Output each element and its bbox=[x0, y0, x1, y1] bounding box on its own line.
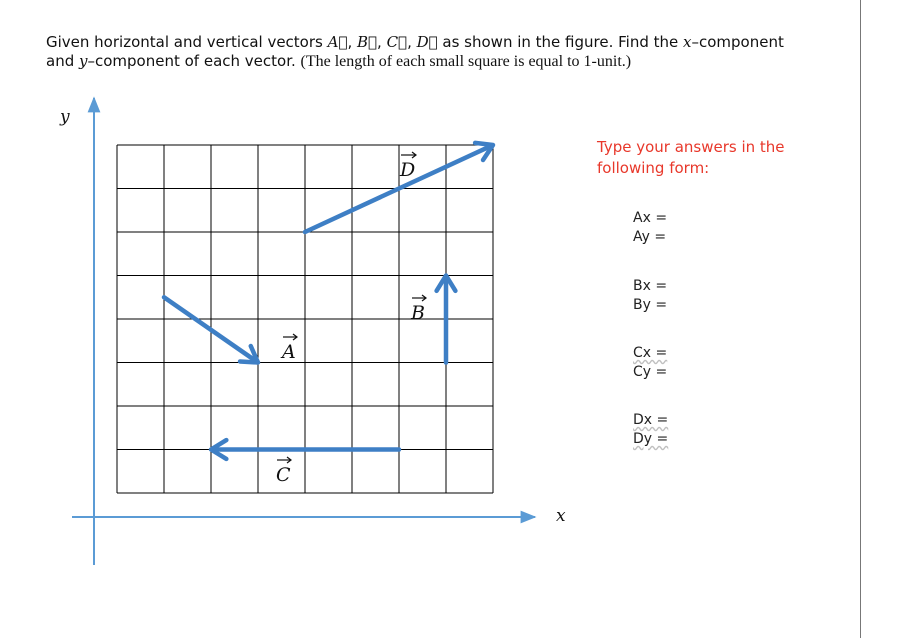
vector-d-symbol: D⃗ bbox=[416, 33, 438, 51]
question-line2-start: and bbox=[46, 52, 79, 70]
ax-field[interactable]: Ax = bbox=[633, 210, 668, 226]
answer-group-b bbox=[633, 277, 667, 315]
vector-a-symbol: A⃗ bbox=[327, 33, 348, 51]
vector-d-label bbox=[399, 152, 416, 181]
answer-instructions-line1: Type your answers in the bbox=[597, 138, 785, 156]
x-axis-label: x bbox=[556, 506, 566, 526]
page-right-border bbox=[860, 0, 861, 638]
cy-field[interactable]: Cy = bbox=[633, 364, 668, 380]
svg-text:A: A bbox=[282, 341, 296, 363]
vector-c-label bbox=[276, 457, 291, 486]
svg-text:B: B bbox=[411, 302, 425, 324]
vectors-group bbox=[164, 143, 493, 459]
bx-field[interactable]: Bx = bbox=[633, 278, 668, 294]
y-axis-label: y bbox=[60, 107, 70, 127]
ay-field[interactable]: Ay = bbox=[633, 229, 667, 245]
x-symbol: x bbox=[683, 33, 692, 51]
by-field[interactable]: By = bbox=[633, 297, 668, 313]
question-line1-end: as shown in the figure. Find the bbox=[437, 33, 684, 51]
vector-d-shaft bbox=[305, 147, 489, 232]
dx-field[interactable]: Dx = bbox=[633, 412, 669, 428]
answer-group-d bbox=[633, 411, 668, 449]
answer-instructions bbox=[597, 137, 837, 179]
answer-group-c bbox=[633, 344, 667, 382]
vector-c-symbol: C⃗ bbox=[386, 33, 408, 51]
unit-note: (The length of each small square is equal to 1-unit.) bbox=[300, 53, 632, 70]
answer-group-a bbox=[633, 209, 667, 247]
svg-text:D: D bbox=[400, 159, 416, 181]
answer-instructions-line2: following form: bbox=[597, 159, 710, 177]
vector-b-label bbox=[410, 295, 426, 324]
vector-b-symbol: B⃗ bbox=[357, 33, 378, 51]
y-symbol: y bbox=[79, 52, 88, 70]
y-component-text: –component of each vector. bbox=[87, 52, 301, 70]
svg-text:C: C bbox=[276, 464, 291, 486]
unit-grid bbox=[117, 145, 493, 493]
vector-a-label bbox=[280, 334, 297, 363]
answer-panel bbox=[597, 137, 837, 447]
x-component-text: –component bbox=[691, 33, 784, 51]
question-line1-start: Given horizontal and vertical vectors bbox=[46, 33, 328, 51]
question-text: Given horizontal and vertical vectors A⃗, B⃗, C⃗, D⃗ as shown in the figure. Find the x–component and y–component of each vector. (The length of each small square is equal to 1-unit.) bbox=[46, 33, 784, 70]
cx-field[interactable]: Cx = bbox=[633, 345, 668, 361]
dy-field[interactable]: Dy = bbox=[633, 431, 669, 447]
vector-a-shaft bbox=[164, 297, 255, 360]
